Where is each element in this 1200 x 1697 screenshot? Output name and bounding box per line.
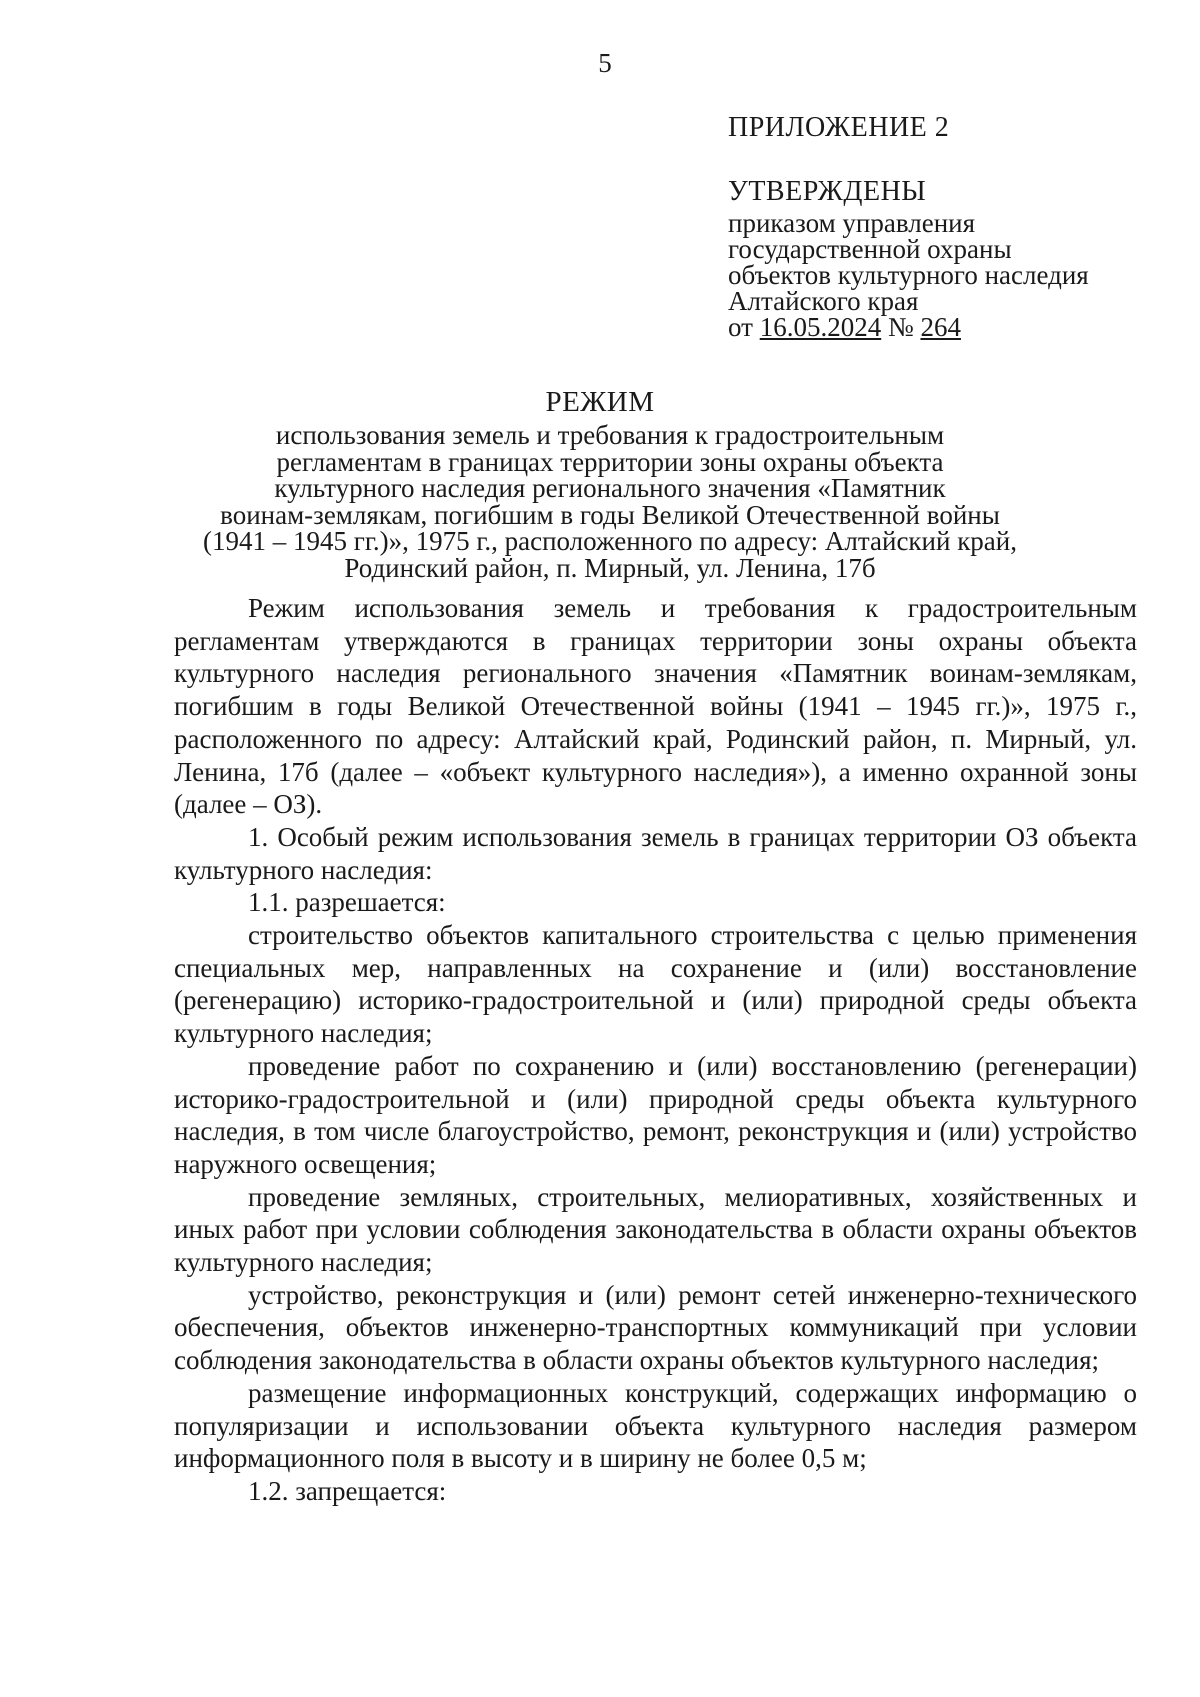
subtitle-line: культурного наследия регионального значения «Памятник	[274, 473, 946, 503]
subtitle-line: (1941 – 1945 гг.)», 1975 г., расположенного по адресу: Алтайский край,	[203, 526, 1017, 556]
subtitle-line: регламентам в границах территории зоны охраны объекта	[276, 446, 944, 477]
document-title: РЕЖИМ	[545, 386, 655, 418]
approval-line: Алтайского края	[728, 286, 919, 316]
body-paragraph: строительство объектов капитального строительства с целью применения специальных мер, направленных на сохранение и (или) восстановление (регенерацию) историко-градостроительной и (или) природной среды объекта культурного наследия;	[174, 920, 1137, 1049]
subtitle-line: воинам-землякам, погибшим в годы Великой Отечественной войны	[220, 499, 1000, 530]
approval-heading: УТВЕРЖДЕНЫ	[728, 176, 927, 207]
approval-date: 16.05.2024	[759, 312, 882, 342]
body-paragraph: 1.1. разрешается:	[248, 887, 446, 918]
date-prefix: от	[728, 312, 753, 342]
approval-date-line	[728, 314, 1158, 340]
body-paragraph: размещение информационных конструкций, содержащих информацию о популяризации и использовании объекта культурного наследия размером информационного поля в высоту и в ширину не более 0,5 м;	[174, 1377, 1137, 1474]
document-subtitle	[140, 422, 1080, 581]
approval-block	[728, 176, 1158, 340]
body-paragraph: проведение земляных, строительных, мелиоративных, хозяйственных и иных работ при условии соблюдения законодательства в области охраны объектов культурного наследия;	[174, 1181, 1137, 1278]
subtitle-line: использования земель и требования к градостроительным	[275, 420, 945, 450]
approval-number: 264	[920, 312, 961, 342]
approval-line: приказом управления	[728, 208, 976, 238]
appendix-label: ПРИЛОЖЕНИЕ 2	[728, 112, 950, 143]
approval-line: объектов культурного наследия	[728, 260, 1089, 290]
page-number: 5	[598, 48, 612, 78]
number-sign: №	[887, 312, 914, 342]
body-paragraph: проведение работ по сохранению и (или) восстановлению (регенерации) историко-градостроительной и (или) природной среды объекта культурного наследия, в том числе благоустройство, ремонт, реконструкция и (или) устройство наружного освещения;	[174, 1050, 1137, 1179]
approval-line: государственной охраны	[728, 234, 1012, 264]
subtitle-line: Родинский район, п. Мирный, ул. Ленина, 17б	[344, 552, 876, 583]
body-paragraph: Режим использования земель и требования к градостроительным регламентам утверждаются в границах территории зоны охраны объекта культурного наследия регионального значения «Памятник воинам-землякам, погибшим в годы Великой Отечественной войны (1941 – 1945 гг.)», 1975 г., расположенного по адресу: Алтайский край, Родинский район, п. Мирный, ул. Ленина, 17б (далее – «объект культурного наследия»), а именно охранной зоны (далее – ОЗ).	[174, 593, 1137, 820]
body-paragraph: устройство, реконструкция и (или) ремонт сетей инженерно-технического обеспечения, объектов инженерно-транспортных коммуникаций при условии соблюдения законодательства в области охраны объектов культурного наследия;	[174, 1279, 1137, 1376]
document-body	[174, 592, 1137, 1508]
body-paragraph: 1. Особый режим использования земель в границах территории ОЗ объекта культурного наследия:	[174, 821, 1137, 885]
body-paragraph: 1.2. запрещается:	[248, 1475, 447, 1506]
